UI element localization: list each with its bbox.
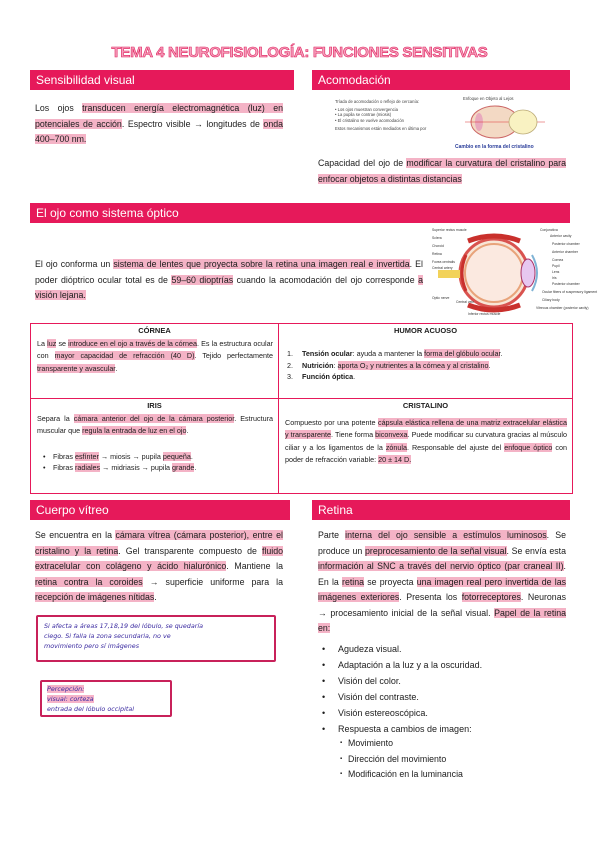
svg-text:Anterior chamber: Anterior chamber <box>552 250 579 254</box>
svg-text:Central vein: Central vein <box>456 300 475 304</box>
sensibilidad-text: Los ojos transducen energía electromagnética (luz) en potenciales de acción. Espectro visible → longitudes de onda 400–700 nm. <box>35 103 283 144</box>
figure-caption: Enfoque en Objeto al Lejos <box>463 96 514 101</box>
note-line: Si afecta a áreas 17,18,19 del lóbulo, se quedaría <box>44 622 204 630</box>
list-item: • Visión del contraste. <box>322 689 592 705</box>
figure-text: Tríada de acomodación o reflejo de cercanía: <box>335 99 420 104</box>
svg-text:Inferior rectus muscle: Inferior rectus muscle <box>468 312 501 316</box>
list-item: • Visión estereoscópica. <box>322 705 592 721</box>
humor-heading: HUMOR ACUOSO <box>393 326 458 335</box>
list-item: 3. Función óptica. <box>287 372 356 381</box>
svg-text:Sclera: Sclera <box>432 236 442 240</box>
svg-text:Ciliary body: Ciliary body <box>542 298 560 302</box>
section-header-vitreo: Cuerpo vítreo <box>30 500 290 520</box>
svg-text:Retina: Retina <box>432 252 442 256</box>
section-header-acomodacion: Acomodación <box>312 70 570 90</box>
iris-text: Separa la cámara anterior del ojo de la cámara posterior. Estructura muscular que regula la entrada de luz en el ojo. <box>37 414 274 436</box>
svg-text:Cornea: Cornea <box>552 258 564 262</box>
list-item: ▪ Movimiento <box>322 736 582 752</box>
humor-list <box>279 344 572 383</box>
cristalino-text: Compuesto por una potente cápsula elástica rellena de una matriz extracelular elástica y transparente. Tiene forma biconvexa. Puede modificar su curvatura gracias al músculo ciliar y a los ligamentos de la zónula. Responsable del ajuste del enfoque óptico con poder de refracción variable: 20 ± 14 D. <box>285 418 567 465</box>
note-line: visual: corteza <box>47 695 94 703</box>
iris-heading: IRIS <box>147 401 162 410</box>
section-header-sensibilidad: Sensibilidad visual <box>30 70 294 90</box>
svg-text:Vitreous chamber (posterior ca: Vitreous chamber (posterior cavity) <box>536 306 589 310</box>
cornea-box <box>30 323 279 399</box>
humor-acuoso-box <box>278 323 573 399</box>
svg-text:Superior rectus muscle: Superior rectus muscle <box>432 228 467 232</box>
svg-text:Posterior chamber: Posterior chamber <box>552 282 580 286</box>
list-item: • Adaptación a la luz y a la oscuridad. <box>322 657 592 673</box>
handwritten-note-2 <box>40 680 172 717</box>
cristalino-box <box>278 398 573 494</box>
retina-text: Parte interna del ojo sensible a estímulos luminosos. Se produce un preprocesamiento de la señal visual. Se envía esta información al SNC a través del nervio óptico (par craneal II). En la retina se proyecta una imagen real pero invertida de las imágenes exteriores. Presenta los fotorreceptores. Neuronas → procesamiento inicial de la señal visual. Papel de la retina en: <box>318 530 567 633</box>
svg-text:Anterior cavity: Anterior cavity <box>550 234 572 238</box>
list-item: ▪ Modificación en la luminancia <box>322 767 582 783</box>
iris-box <box>30 398 279 494</box>
svg-text:Pupil: Pupil <box>552 264 560 268</box>
cornea-text: La luz se introduce en el ojo a través de la córnea. Es la estructura ocular con mayor capacidad de refracción (40 D). Tejido perfectamente transparente y avascular. <box>37 339 274 373</box>
cristalino-heading: CRISTALINO <box>402 401 449 410</box>
accommodation-figure: Tríada de acomodación o reflejo de cercanía: • Los ojos muestran convergencia • La pupila se contrae (miosis) • El cristalino se vuelve acomodación Estos mecanismos están mediados en última por Enfoque en Objeto al Lejos Cambio en la forma del cristalino <box>335 96 550 154</box>
handwritten-note-1 <box>36 615 276 662</box>
svg-text:Posterior chamber: Posterior chamber <box>552 242 580 246</box>
vitreo-text: Se encuentra en la cámara vítrea (cámara posterior), entre el cristalino y la retina. Gel transparente compuesto de fluido extracelular con colágeno y ácido hialurónico. Mantiene la retina contra la coroides → superficie uniforme para la recepción de imágenes nítidas. <box>35 530 284 602</box>
svg-text:Ocular fibers of suspensory li: Ocular fibers of suspensory ligament <box>542 290 598 294</box>
eye-anatomy-icon <box>428 225 598 317</box>
list-item: 1. Tensión ocular: ayuda a mantener la forma del glóbulo ocular. <box>287 349 503 358</box>
svg-text:Optic nerve: Optic nerve <box>432 296 450 300</box>
ojo-text: El ojo conforma un sistema de lentes que proyecta sobre la retina una imagen real e invertida. El poder dióptrico ocular total es de 59–60 dioptrías cuando la acomodación del ojo corresponde a visión lejana. <box>35 259 423 300</box>
cornea-heading: CÓRNEA <box>138 326 171 335</box>
iris-list <box>31 451 278 473</box>
retina-list <box>322 641 592 737</box>
svg-text:Fovea centralis: Fovea centralis <box>432 260 455 264</box>
page-title: TEMA 4 NEUROFISIOLOGÍA: FUNCIONES SENSITIVAS <box>111 44 488 61</box>
eye-lens-icon <box>465 102 545 142</box>
retina-sublist <box>322 736 582 783</box>
list-item: ▪ Dirección del movimiento <box>322 752 582 768</box>
list-item: • Fibras radiales → midriasis → pupila grande. <box>39 462 278 473</box>
list-item: • Visión del color. <box>322 673 592 689</box>
note-line: Percepción: <box>47 685 85 693</box>
svg-text:Lens: Lens <box>552 270 560 274</box>
svg-text:Conjunctiva: Conjunctiva <box>540 228 558 232</box>
note-line: movimiento pero sí imágenes <box>44 642 140 650</box>
list-item: • Fibras esfínter → miosis → pupila pequeña. <box>39 451 278 462</box>
note-line: entrada del lóbulo occipital <box>47 705 135 713</box>
acomodacion-text: Capacidad del ojo de modificar la curvatura del cristalino para enfocar objetos a distintas distancias <box>318 158 566 184</box>
list-item: • Respuesta a cambios de imagen: <box>322 721 592 737</box>
svg-text:Choroid: Choroid <box>432 244 444 248</box>
figure-caption-2: Cambio en la forma del cristalino <box>455 144 534 150</box>
section-header-retina: Retina <box>312 500 570 520</box>
list-item: • Agudeza visual. <box>322 641 592 657</box>
section-header-ojo: El ojo como sistema óptico <box>30 203 570 223</box>
svg-text:Iris: Iris <box>552 276 557 280</box>
list-item: 2. Nutrición: aporta O₂ y nutrientes a la córnea y al cristalino. <box>287 360 491 370</box>
note-line: ciego. Si falla la zona secundaria, no ve <box>44 632 171 640</box>
svg-text:Central artery: Central artery <box>432 266 453 270</box>
